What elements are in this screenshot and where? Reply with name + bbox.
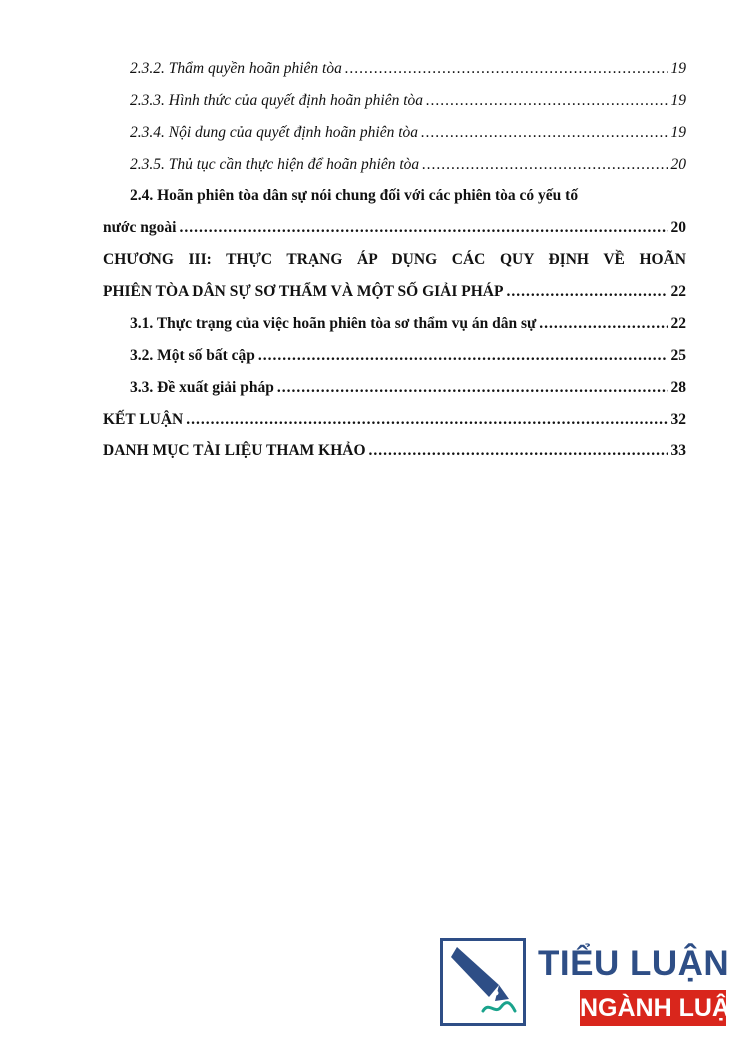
toc-entry-page: 22 [670, 283, 686, 300]
toc-entry-title: nước ngoài [103, 219, 177, 236]
dot-leader [179, 219, 667, 237]
pen-nib-icon [443, 941, 523, 1023]
toc-entry-page: 28 [670, 379, 686, 396]
dot-leader [186, 411, 667, 429]
toc-entry-title: KẾT LUẬN [103, 411, 184, 428]
toc-entry-title: DANH MỤC TÀI LIỆU THAM KHẢO [103, 442, 366, 459]
toc-entry-references[interactable] [103, 442, 686, 460]
toc-entry-2-4[interactable] [103, 219, 686, 237]
toc-entry-2-3-5[interactable] [130, 156, 686, 174]
dot-leader [345, 60, 668, 78]
toc-entry-chapter-3-line1[interactable]: CHƯƠNG III: THỰC TRẠNG ÁP DỤNG CÁC QUY ĐỊNH VỀ HOÃN [103, 251, 686, 268]
toc-entry-title: 3.3. Đề xuất giải pháp [130, 379, 274, 396]
dot-leader [506, 283, 667, 301]
toc-entry-page: 19 [670, 92, 686, 109]
toc-entry-title: 2.3.3. Hình thức của quyết định hoãn phiên tòa [130, 92, 424, 109]
logo-emblem [440, 938, 526, 1026]
toc-entry-conclusion[interactable] [103, 411, 686, 429]
dot-leader [422, 156, 667, 174]
toc-entry-title: 3.1. Thực trạng của việc hoãn phiên tòa sơ thẩm vụ án dân sự [130, 315, 537, 332]
toc-entry-title: 2.3.5. Thủ tục cần thực hiện để hoãn phiên tòa [130, 156, 420, 173]
toc-entry-2-4-line1[interactable]: 2.4. Hoãn phiên tòa dân sự nói chung đối với các phiên tòa có yếu tố [130, 187, 579, 204]
toc-entry-page: 20 [670, 156, 686, 173]
dot-leader [421, 124, 667, 142]
dot-leader [258, 347, 668, 365]
toc-entry-title: PHIÊN TÒA DÂN SỰ SƠ THẨM VÀ MỘT SỐ GIẢI PHÁP [103, 283, 504, 300]
toc-entry-2-3-4[interactable] [130, 124, 686, 142]
toc-entry-2-3-3[interactable] [130, 92, 686, 110]
toc-entry-chapter-3[interactable] [103, 283, 686, 301]
dot-leader [539, 315, 667, 333]
toc-entry-3-3[interactable] [130, 379, 686, 397]
toc-entry-page: 25 [670, 347, 686, 364]
toc-entry-page: 33 [670, 442, 686, 459]
toc-entry-page: 19 [670, 124, 686, 141]
toc-entry-title: 3.2. Một số bất cập [130, 347, 255, 364]
toc-entry-title: 2.3.2. Thẩm quyền hoãn phiên tòa [130, 60, 342, 77]
toc-entry-page: 19 [670, 60, 686, 77]
site-logo [440, 938, 746, 1030]
toc-entry-page: 32 [670, 411, 686, 428]
toc-entry-title: 2.3.4. Nội dung của quyết định hoãn phiên tòa [130, 124, 419, 141]
toc-entry-3-1[interactable] [130, 315, 686, 333]
dot-leader [369, 442, 668, 460]
logo-subtitle: NGÀNH LUẬT [580, 990, 726, 1026]
toc-entry-page: 20 [670, 219, 686, 236]
dot-leader [426, 92, 667, 110]
dot-leader [277, 379, 668, 397]
toc-entry-2-3-2[interactable] [130, 60, 686, 78]
toc-entry-3-2[interactable] [130, 347, 686, 365]
toc-entry-page: 22 [670, 315, 686, 332]
logo-title: TIỂU LUẬN [538, 944, 730, 983]
